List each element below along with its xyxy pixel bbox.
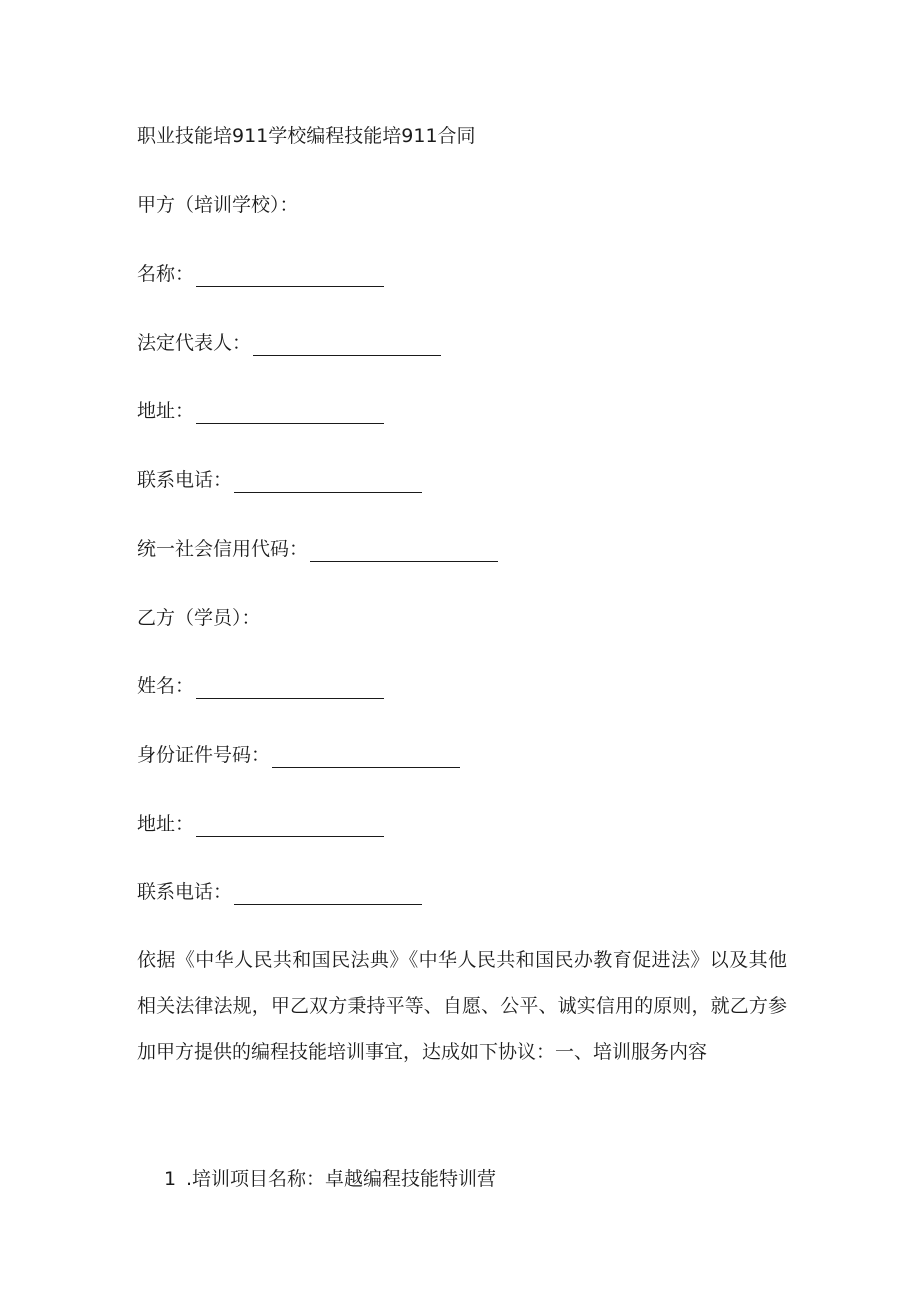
item-number: 1 <box>164 1168 177 1190</box>
party-b-address-field: 地址： <box>137 811 384 837</box>
party-a-phone-field: 联系电话： <box>137 467 422 493</box>
party-a-name-field: 名称： <box>137 261 384 287</box>
blank-line <box>196 405 384 424</box>
party-b-name-field: 姓名： <box>137 673 384 699</box>
party-b-id-field: 身份证件号码： <box>137 742 460 768</box>
blank-line <box>196 680 384 699</box>
blank-line <box>234 474 422 493</box>
party-a-legal-rep-field: 法定代表人： <box>137 330 441 356</box>
party-a-address-field: 地址： <box>137 398 384 424</box>
party-a-heading: 甲方（培训学校）： <box>137 194 299 216</box>
party-b-phone-field: 联系电话： <box>137 879 422 905</box>
document-title: 职业技能培911学校编程技能培911合同 <box>137 125 476 147</box>
blank-line <box>272 749 460 768</box>
blank-line <box>196 818 384 837</box>
blank-line <box>196 268 384 287</box>
item-text: .培训项目名称：卓越编程技能特训营 <box>186 1168 497 1190</box>
party-a-credit-code-field: 统一社会信用代码： <box>137 536 498 562</box>
preamble-paragraph: 依据《中华人民共和国民法典》《中华人民共和国民办教育促进法》以及其他相关法律法规，甲乙双方秉持平等、自愿、公平、诚实信用的原则，就乙方参加甲方提供的编程技能培训事宜，达成如下协议：一、培训服务内容 <box>137 949 787 1063</box>
blank-line <box>310 543 498 562</box>
list-item <box>164 1166 496 1192</box>
blank-line <box>234 886 422 905</box>
blank-line <box>253 337 441 356</box>
party-b-heading: 乙方（学员）： <box>137 607 261 629</box>
